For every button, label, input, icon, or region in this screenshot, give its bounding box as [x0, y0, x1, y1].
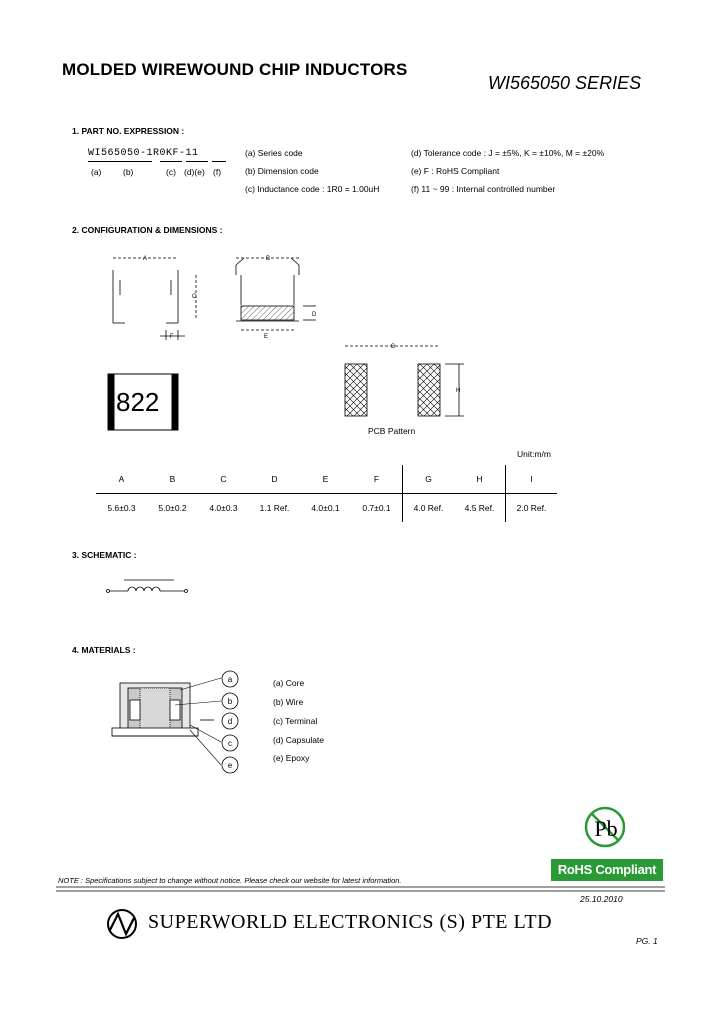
- dim-label-h: H: [456, 388, 461, 394]
- table-header-cell: D: [271, 474, 278, 484]
- callout-c-label: c: [228, 739, 232, 748]
- table-value-cell: 4.0 Ref.: [403, 494, 455, 523]
- dimensions-table: [96, 465, 557, 522]
- side-view-drawing: [236, 258, 316, 330]
- material-core: (a) Core: [273, 678, 305, 688]
- rohs-compliant-badge: RoHS Compliant: [551, 859, 663, 881]
- pn-label-b: (b): [123, 167, 134, 177]
- table-value-cell: 4.0±0.1: [300, 494, 351, 523]
- pn-label-c: (c): [166, 167, 176, 177]
- dim-label-f: F: [170, 334, 174, 340]
- material-epoxy: (e) Epoxy: [273, 753, 310, 763]
- config-heading: 2. CONFIGURATION & DIMENSIONS :: [72, 225, 223, 235]
- table-header-cell: G: [403, 465, 455, 494]
- table-header-cell: E: [322, 474, 329, 484]
- page-number: PG. 1: [636, 936, 658, 946]
- material-wire: (b) Wire: [273, 697, 304, 707]
- document-date: 25.10.2010: [580, 894, 623, 904]
- table-header-cell: H: [476, 474, 483, 484]
- part-marking: 822: [116, 387, 160, 417]
- pb-symbol-text: Pb: [594, 816, 618, 841]
- dim-label-c: C: [192, 294, 197, 300]
- pcb-pattern-label: PCB Pattern: [368, 426, 416, 436]
- series-code-item: (a) Series code: [245, 148, 303, 158]
- pn-label-f: (f): [213, 167, 222, 177]
- dim-label-g: G: [390, 344, 396, 350]
- table-header-row: [96, 465, 557, 494]
- table-header-cell: I: [506, 465, 558, 494]
- callout-a-label: a: [227, 675, 233, 684]
- tolerance-code-item: (d) Tolerance code : J = ±5%, K = ±10%, M = ±20%: [411, 148, 605, 158]
- table-value-cell: 1.1 Ref.: [249, 494, 300, 523]
- callout-e-label: e: [227, 761, 233, 770]
- table-header-cell: A: [118, 474, 125, 484]
- pn-label-a: (a): [91, 167, 102, 177]
- materials-cross-section: [112, 683, 214, 736]
- table-header-cell: B: [169, 474, 176, 484]
- dim-label-e: E: [263, 334, 269, 340]
- footer-note: NOTE : Specifications subject to change without notice. Please check our website for latest information.: [58, 876, 402, 885]
- materials-heading: 4. MATERIALS :: [72, 645, 136, 655]
- part-number-code: WI565050-1R0KF-11: [88, 148, 199, 159]
- dim-label-b: B: [265, 256, 271, 262]
- table-value-row: [96, 494, 557, 523]
- table-value-cell: 0.7±0.1: [351, 494, 403, 523]
- page-title: MOLDED WIREWOUND CHIP INDUCTORS: [62, 60, 408, 79]
- company-logo-icon: [108, 910, 136, 938]
- table-value-cell: 5.0±0.2: [147, 494, 198, 523]
- material-terminal: (c) Terminal: [273, 716, 318, 726]
- internal-number-item: (f) 11 ~ 99 : Internal controlled number: [411, 184, 556, 194]
- schematic-coil-symbol: [107, 580, 188, 593]
- table-value-cell: 4.5 Ref.: [454, 494, 506, 523]
- table-header-cell: F: [373, 474, 380, 484]
- callout-b-label: b: [227, 697, 233, 706]
- series-name: WI565050 SERIES: [488, 73, 642, 93]
- company-name: SUPERWORLD ELECTRONICS (S) PTE LTD: [148, 911, 553, 933]
- dim-label-d: D: [312, 312, 317, 318]
- table-value-cell: 5.6±0.3: [96, 494, 147, 523]
- dimension-code-item: (b) Dimension code: [245, 166, 319, 176]
- pcb-pattern-drawing: [345, 346, 464, 416]
- callout-d-label: d: [227, 717, 233, 726]
- material-capsulate: (d) Capsulate: [273, 735, 325, 745]
- table-header-cell: C: [220, 474, 227, 484]
- dim-label-a: A: [142, 256, 148, 262]
- table-value-cell: 4.0±0.3: [198, 494, 249, 523]
- top-view-drawing: [113, 258, 196, 340]
- table-value-cell: 2.0 Ref.: [506, 494, 558, 523]
- schematic-heading: 3. SCHEMATIC :: [72, 550, 137, 560]
- unit-label: Unit:m/m: [517, 449, 551, 459]
- inductance-code-item: (c) Inductance code : 1R0 = 1.00uH: [245, 184, 380, 194]
- part-no-heading: 1. PART NO. EXPRESSION :: [72, 126, 185, 136]
- pn-label-de: (d)(e): [184, 167, 205, 177]
- rohs-code-item: (e) F : RoHS Compliant: [411, 166, 500, 176]
